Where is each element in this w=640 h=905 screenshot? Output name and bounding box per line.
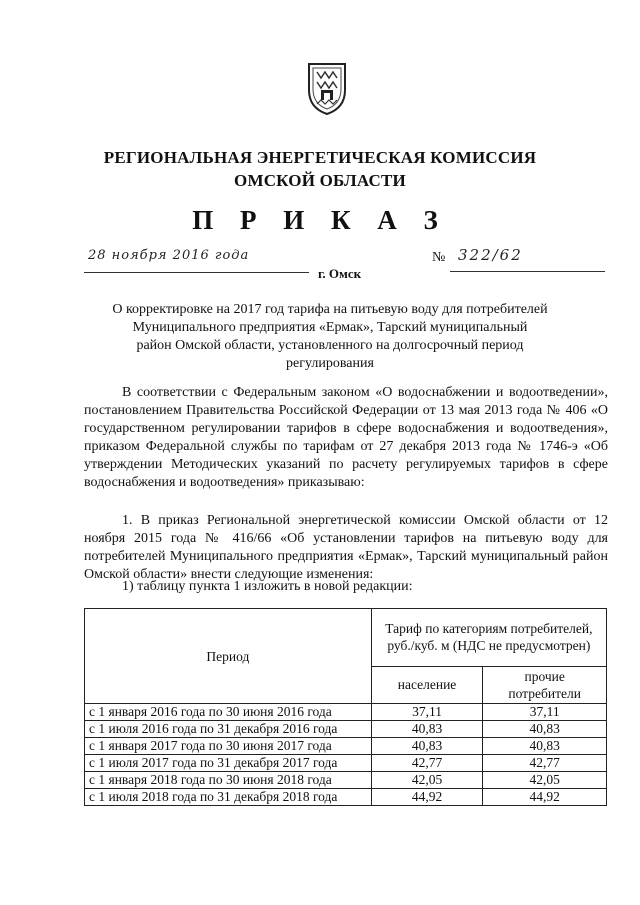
table-row	[85, 721, 607, 738]
population-tariff-cell: 44,92	[371, 789, 483, 806]
subject-line: О корректировке на 2017 год тарифа на питьевую воду для потребителей	[112, 302, 548, 317]
clause-1-paragraph: 1. В приказ Региональной энергетической комиссии Омской области от 12 ноября 2015 года № 416/66 «Об установлении тарифов на питьевую воду для потребителей Муниципального предприятия «Ермак», Тарский муниципальный район Омской области» внести следующие изменения:	[84, 513, 608, 582]
other-tariff-cell: 44,92	[483, 789, 607, 806]
organization-name: РЕГИОНАЛЬНАЯ ЭНЕРГЕТИЧЕСКАЯ КОМИССИЯ	[103, 148, 537, 167]
period-cell: с 1 июля 2017 года по 31 декабря 2017 года	[85, 755, 372, 772]
subject-line: регулирования	[286, 356, 374, 371]
table-row	[85, 772, 607, 789]
order-subject	[95, 301, 565, 373]
subject-line: район Омской области, установленного на долгосрочный период	[136, 338, 524, 353]
population-tariff-cell: 42,77	[371, 755, 483, 772]
header-tariff: Тариф по категориям потребителей, руб./куб. м (НДС не предусмотрен)	[371, 609, 606, 667]
population-tariff-cell: 37,11	[371, 704, 483, 721]
population-tariff-cell: 42,05	[371, 772, 483, 789]
period-cell: с 1 января 2016 года по 30 июня 2016 года	[85, 704, 372, 721]
document-type-title: П Р И К А З	[192, 205, 448, 235]
tariff-table	[84, 608, 607, 806]
population-tariff-cell: 40,83	[371, 721, 483, 738]
number-underline	[450, 271, 605, 272]
city-label: г. Омск	[318, 266, 362, 281]
organization-region: ОМСКОЙ ОБЛАСТИ	[234, 171, 406, 190]
header-period: Период	[85, 609, 372, 704]
header-other-consumers: прочие потребители	[483, 666, 607, 703]
handwritten-date: 28 ноября 2016 года	[88, 248, 250, 263]
population-tariff-cell: 40,83	[371, 738, 483, 755]
table-row	[85, 704, 607, 721]
period-cell: с 1 января 2017 года по 30 июня 2017 года	[85, 738, 372, 755]
other-tariff-cell: 42,77	[483, 755, 607, 772]
table-row	[85, 755, 607, 772]
number-sign: №	[432, 250, 446, 265]
date-underline	[84, 272, 309, 273]
header-population: население	[371, 666, 483, 703]
period-cell: с 1 января 2018 года по 30 июня 2018 года	[85, 772, 372, 789]
other-tariff-cell: 37,11	[483, 704, 607, 721]
coat-of-arms-icon	[305, 60, 349, 116]
table-row	[85, 738, 607, 755]
preamble-paragraph: В соответствии с Федеральным законом «О водоснабжении и водоотведении», постановлением Правительства Российской Федерации от 13 мая 2013 года № 406 «О государственном регулировании тарифов в сфере водоснабжения и водоотведения», приказом Федеральной службы по тарифам от 27 декабря 2013 года № 1746-э «Об утверждении Методических указаний по расчету регулируемых тарифов в сфере водоснабжения и водоотведения» приказываю:	[84, 385, 608, 490]
other-tariff-cell: 40,83	[483, 721, 607, 738]
subclause-1-paragraph: 1) таблицу пункта 1 изложить в новой редакции:	[122, 579, 413, 594]
other-tariff-cell: 40,83	[483, 738, 607, 755]
other-tariff-cell: 42,05	[483, 772, 607, 789]
handwritten-number: 322/62	[458, 246, 523, 264]
table-row	[85, 789, 607, 806]
subject-line: Муниципального предприятия «Ермак», Тарский муниципальный	[132, 320, 528, 335]
period-cell: с 1 июля 2018 года по 31 декабря 2018 года	[85, 789, 372, 806]
period-cell: с 1 июля 2016 года по 31 декабря 2016 года	[85, 721, 372, 738]
